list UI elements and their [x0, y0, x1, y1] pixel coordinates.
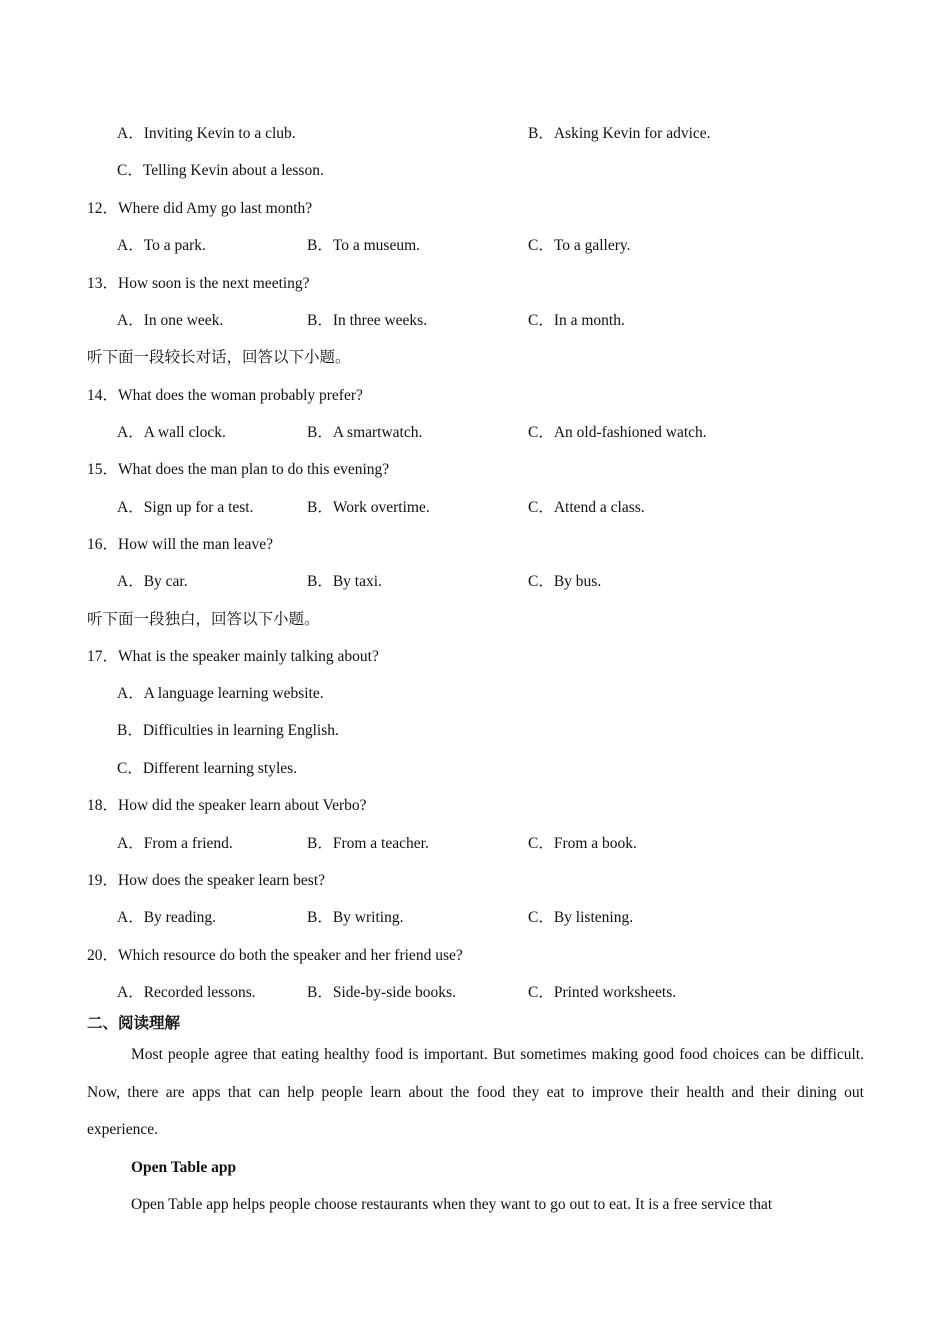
passage-paragraph: Open Table app helps people choose restaurants when they want to go out to eat. It is a free service that: [131, 1196, 773, 1213]
option-a: A．Sign up for a test.: [117, 499, 254, 516]
option-a: A．From a friend.: [117, 835, 233, 852]
section-heading: 二、阅读理解: [87, 1015, 181, 1032]
option-a: A．By reading.: [117, 909, 217, 926]
option-a: A．Recorded lessons.: [117, 984, 256, 1001]
q11-option-a: A．Inviting Kevin to a club.: [117, 125, 296, 142]
option-a: A．A wall clock.: [117, 424, 226, 441]
option-c: C．From a book.: [528, 835, 637, 852]
option-a: A．A language learning website.: [117, 685, 324, 702]
question-stem: 15．What does the man plan to do this evening?: [87, 461, 390, 478]
option-b: B．From a teacher.: [307, 835, 429, 852]
passage-subheading: Open Table app: [131, 1159, 237, 1176]
question-stem: 12．Where did Amy go last month?: [87, 200, 313, 217]
option-a: A．In one week.: [117, 312, 224, 329]
option-b: B．Difficulties in learning English.: [117, 722, 339, 739]
option-c: C．To a gallery.: [528, 237, 631, 254]
option-c: C．An old-fashioned watch.: [528, 424, 707, 441]
instruction-longer-dialogue: 听下面一段较长对话，回答以下小题。: [87, 349, 351, 366]
option-c: C．Printed worksheets.: [528, 984, 677, 1001]
option-a: A．By car.: [117, 573, 188, 590]
option-a: A．To a park.: [117, 237, 206, 254]
option-c: C．In a month.: [528, 312, 625, 329]
option-b: B．To a museum.: [307, 237, 421, 254]
q11-option-c: C．Telling Kevin about a lesson.: [117, 162, 324, 179]
question-stem: 14．What does the woman probably prefer?: [87, 387, 363, 404]
option-b: B．Side-by-side books.: [307, 984, 456, 1001]
option-b: B．In three weeks.: [307, 312, 428, 329]
question-stem: 20．Which resource do both the speaker and her friend use?: [87, 947, 463, 964]
option-b: B．Work overtime.: [307, 499, 430, 516]
option-b: B．By writing.: [307, 909, 404, 926]
option-c: C．By bus.: [528, 573, 602, 590]
instruction-monologue: 听下面一段独白，回答以下小题。: [87, 611, 320, 628]
question-stem: 16．How will the man leave?: [87, 536, 273, 553]
option-b: B．A smartwatch.: [307, 424, 423, 441]
passage-intro: Most people agree that eating healthy food is important. But sometimes making good food choices can be difficult. Now, there are apps that can help people learn about the food they eat to improve their health and their dining out experience.: [87, 1046, 864, 1138]
option-c: C．Different learning styles.: [117, 760, 298, 777]
question-stem: 17．What is the speaker mainly talking about?: [87, 648, 379, 665]
question-stem: 13．How soon is the next meeting?: [87, 275, 310, 292]
question-stem: 18．How did the speaker learn about Verbo?: [87, 797, 367, 814]
option-b: B．By taxi.: [307, 573, 382, 590]
q11-option-b: B．Asking Kevin for advice.: [528, 125, 711, 142]
option-c: C．Attend a class.: [528, 499, 645, 516]
question-stem: 19．How does the speaker learn best?: [87, 872, 326, 889]
option-c: C．By listening.: [528, 909, 634, 926]
